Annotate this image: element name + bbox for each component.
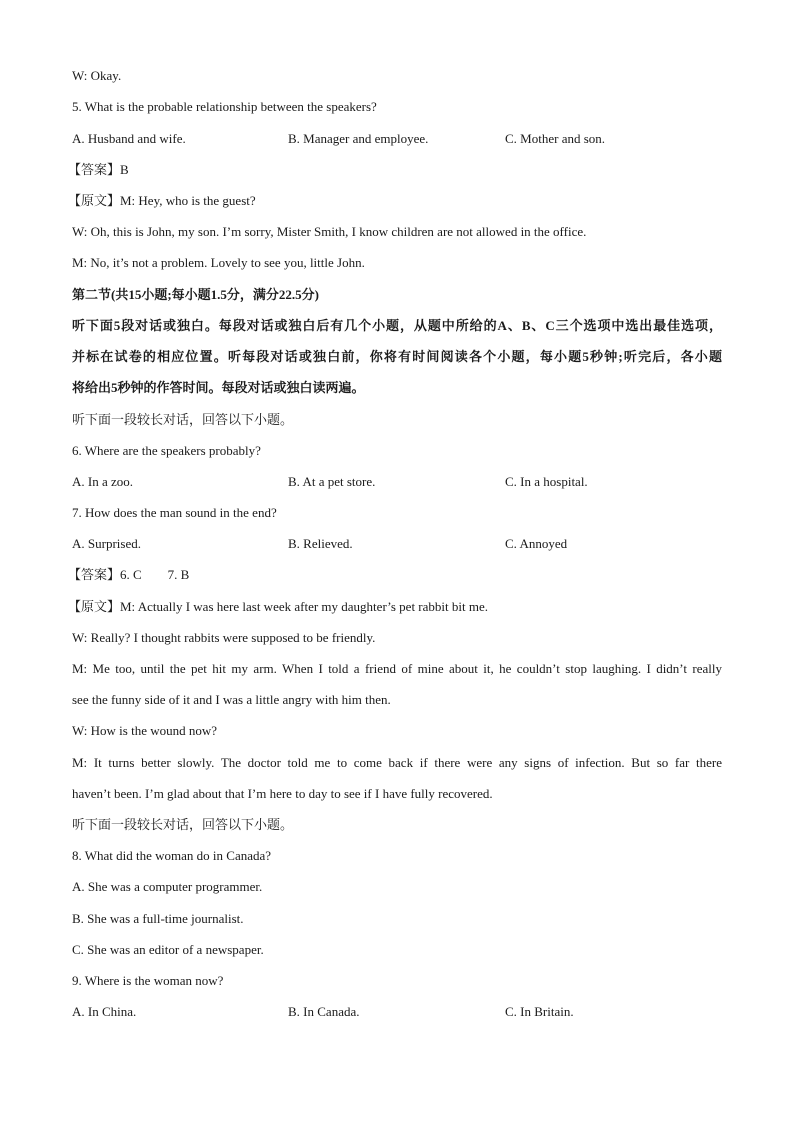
question-7: 7. How does the man sound in the end? bbox=[72, 505, 277, 520]
q8-option-c: C. She was an editor of a newspaper. bbox=[72, 942, 264, 957]
q7-option-c: C. Annoyed bbox=[505, 536, 568, 551]
listen-prompt-1: 听下面一段较长对话，回答以下小题。 bbox=[72, 412, 294, 427]
q7-option-a: A. Surprised. bbox=[72, 536, 141, 551]
q5-option-b: B. Manager and employee. bbox=[288, 131, 429, 146]
listen-prompt-2: 听下面一段较长对话，回答以下小题。 bbox=[72, 817, 294, 832]
transcript-5-line-1: 【原文】M: Hey, who is the guest? bbox=[68, 193, 256, 208]
q9-option-b: B. In Canada. bbox=[288, 1004, 360, 1019]
q6-option-b: B. At a pet store. bbox=[288, 474, 376, 489]
transcript-67-line-2: W: Really? I thought rabbits were supposed to be friendly. bbox=[72, 630, 376, 645]
q6-option-c: C. In a hospital. bbox=[505, 474, 588, 489]
transcript-67-line-5: W: How is the wound now? bbox=[72, 723, 218, 738]
q9-option-c: C. In Britain. bbox=[505, 1004, 574, 1019]
transcript-5-line-2: W: Oh, this is John, my son. I’m sorry, Mister Smith, I know children are not allowed in the office. bbox=[72, 224, 587, 239]
transcript-67-line-6: M: It turns better slowly. The doctor told me to come back if there were any signs of infection. But so far there bbox=[72, 755, 722, 770]
instructions-line-2: 并标在试卷的相应位置。听每段对话或独白前，你将有时间阅读各个小题，每小题5秒钟;听完后，各小题 bbox=[72, 349, 722, 364]
q8-option-a: A. She was a computer programmer. bbox=[72, 879, 263, 894]
transcript-5-line-3: M: No, it’s not a problem. Lovely to see you, little John. bbox=[72, 255, 365, 270]
answer-6-7: 【答案】6. C 7. B bbox=[68, 567, 190, 582]
q8-option-b: B. She was a full-time journalist. bbox=[72, 911, 244, 926]
question-6: 6. Where are the speakers probably? bbox=[72, 443, 261, 458]
transcript-67-line-3: M: Me too, until the pet hit my arm. When I told a friend of mine about it, he couldn’t stop laughing. I didn’t really bbox=[72, 661, 722, 676]
transcript-67-line-7: haven’t been. I’m glad about that I’m here to day to see if I have fully recovered. bbox=[72, 786, 493, 801]
section-2-heading: 第二节(共15小题;每小题1.5分，满分22.5分) bbox=[72, 287, 319, 302]
instructions-line-1: 听下面5段对话或独白。每段对话或独白后有几个小题，从题中所给的A、B、C三个选项中选出最佳选项， bbox=[72, 318, 722, 333]
dialogue-line: W: Okay. bbox=[72, 68, 122, 83]
answer-5: 【答案】B bbox=[68, 162, 129, 177]
instructions-line-3: 将给出5秒钟的作答时间。每段对话或独白读两遍。 bbox=[72, 380, 365, 395]
q5-option-c: C. Mother and son. bbox=[505, 131, 606, 146]
question-8: 8. What did the woman do in Canada? bbox=[72, 848, 272, 863]
question-9: 9. Where is the woman now? bbox=[72, 973, 224, 988]
transcript-67-line-4: see the funny side of it and I was a little angry with him then. bbox=[72, 692, 391, 707]
q6-option-a: A. In a zoo. bbox=[72, 474, 134, 489]
q7-option-b: B. Relieved. bbox=[288, 536, 353, 551]
q5-option-a: A. Husband and wife. bbox=[72, 131, 186, 146]
q9-option-a: A. In China. bbox=[72, 1004, 137, 1019]
transcript-67-line-1: 【原文】M: Actually I was here last week after my daughter’s pet rabbit bit me. bbox=[68, 599, 488, 614]
question-5: 5. What is the probable relationship between the speakers? bbox=[72, 99, 377, 114]
